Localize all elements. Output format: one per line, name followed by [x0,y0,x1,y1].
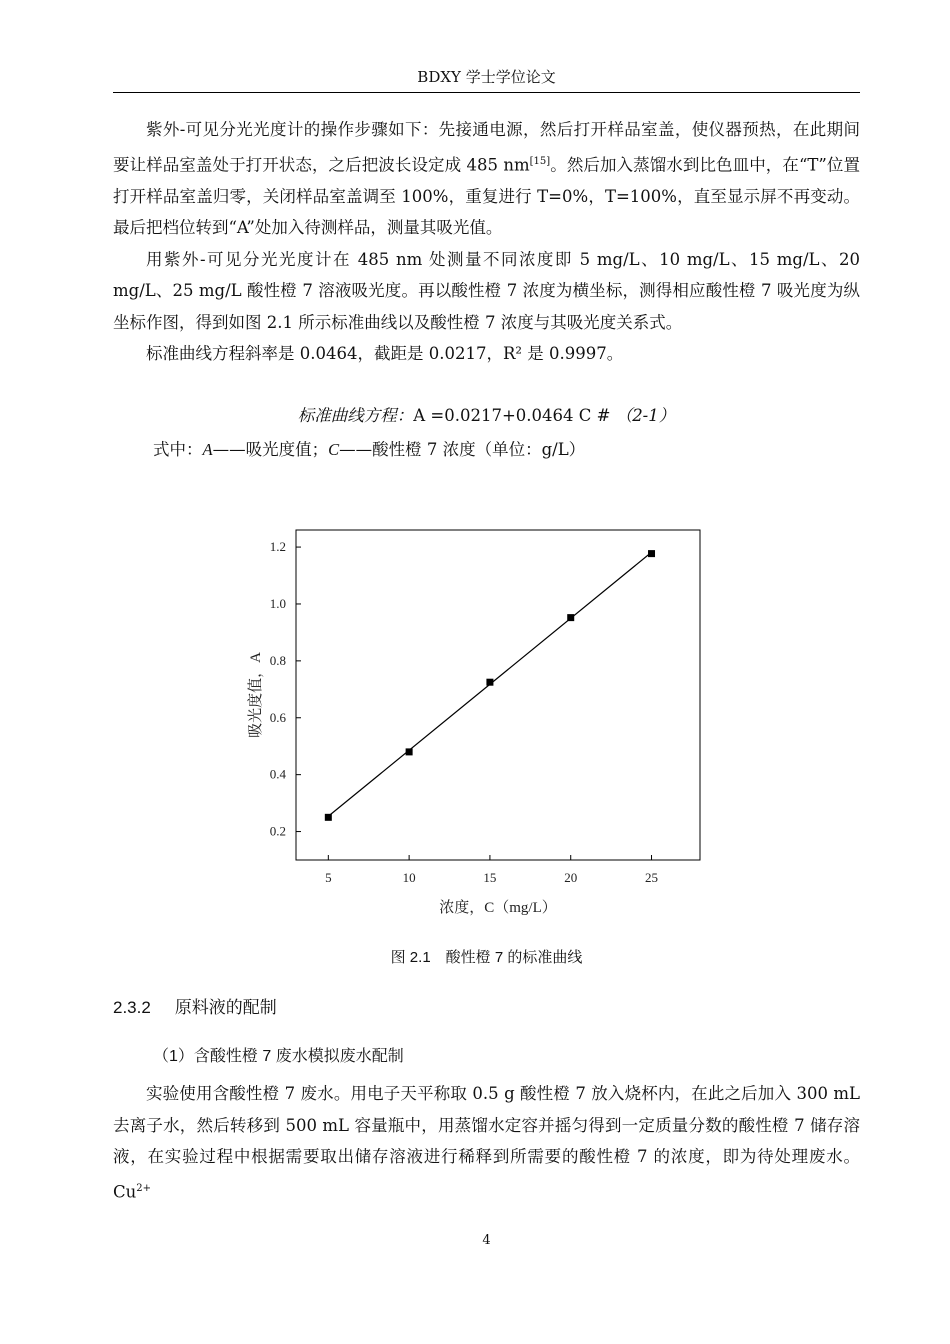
where-symbol-c: C [328,440,340,459]
y-axis-label: 吸光度值，A [248,652,264,738]
figure-caption: 图 2.1 酸性橙 7 的标准曲线 [390,949,583,966]
figure-standard-curve [230,520,720,924]
section-heading [113,993,277,1018]
x-axis-label: 浓度，C（mg/L） [439,900,557,916]
paragraph-block-1 [113,114,860,370]
paragraph-block-2 [113,1078,860,1208]
data-point [325,814,332,821]
subsection-heading: （1）含酸性橙 7 废水模拟废水配制 [153,1048,404,1065]
section-title: 原料液的配制 [174,998,277,1017]
paragraph-preparation [113,1078,860,1208]
paragraph-procedure-text-cont: 。然后加入蒸馏水到比色皿中，在“T”位置打开样品室盖归零，关闭样品室盖调至 100%，重复进行 T=0%，T=100%，直至显示屏不再变动。最后把档位转到“A”处加入待测样品，测量其吸光值。 [113,155,860,237]
data-point [486,679,493,686]
data-point [567,614,574,621]
citation-15[interactable]: [15] [529,155,551,167]
paragraph-procedure [113,114,860,244]
x-tick-label: 5 [325,870,332,885]
running-header [113,66,860,93]
where-symbol-a: A [202,440,213,459]
where-prefix: 式中： [153,440,203,459]
y-tick-label: 0.2 [269,823,286,839]
y-tick-label: 1.2 [269,539,286,555]
y-tick-label: 1.0 [269,595,286,611]
plot-frame [296,530,700,860]
paragraph-procedure-text: 紫外-可见分光光度计的操作步骤如下：先接通电源，然后打开样品室盖，使仪器预热，在此期间要让样品室盖处于打开状态，之后把波长设定成 485 nm [113,120,860,174]
x-tick-label: 25 [645,870,659,885]
page-number: 4 [482,1233,491,1248]
x-tick-label: 15 [483,870,497,885]
where-a-desc: ——吸光度值； [212,440,329,459]
x-tick-label: 10 [402,870,416,885]
paragraph-slope-text: 标准曲线方程斜率是 0.0464，截距是 0.0217， [146,344,503,363]
data-point [648,550,655,557]
y-tick-label: 0.8 [269,652,286,668]
header-title: BDXY 学士学位论文 [417,68,556,86]
paragraph-slope [113,338,860,370]
where-c-desc: ——酸性橙 7 浓度（单位：g/L） [339,440,586,459]
y-tick-label: 0.6 [269,709,286,725]
paragraph-preparation-text: 实验使用含酸性橙 7 废水。用电子天平称取 0.5 g 酸性橙 7 放入烧杯内，在此之后加入 300 mL 去离子水，然后转移到 500 mL 容量瓶中，用蒸馏水定容并摇匀得到一定质量分数的酸性橙 7 储存溶液，在实验过程中根据需要取出储存溶液进行稀释到所需要的酸性橙 7 的浓度，即为待处理废水。Cu [113,1084,860,1201]
equation-label: 标准曲线方程： [297,406,414,425]
superscript-charge: 2+ [136,1182,152,1194]
standard-curve-chart [230,520,720,920]
x-tick-label: 20 [564,870,578,885]
paragraph-measurement: 用紫外-可见分光光度计在 485 nm 处测量不同浓度即 5 mg/L、10 mg/L、15 mg/L、20 mg/L、25 mg/L 酸性橙 7 溶液吸光度。再以酸性橙 7 浓度为横坐标，测得相应酸性橙 7 吸光度为纵坐标作图，得到如图 2.1 所示标准曲线以及酸性橙 7 浓度与其吸光度关系式。 [113,249,860,332]
paragraph-r2: R² 是 0.9997。 [502,344,624,363]
y-tick-label: 0.4 [269,766,286,782]
equation-line [113,402,860,426]
data-point [406,748,413,755]
equation-formula: A =0.0217+0.0464 C # [413,406,611,425]
equation-number: （2-1） [615,406,676,425]
section-number: 2.3.2 [113,998,151,1017]
equation-where [153,436,585,460]
